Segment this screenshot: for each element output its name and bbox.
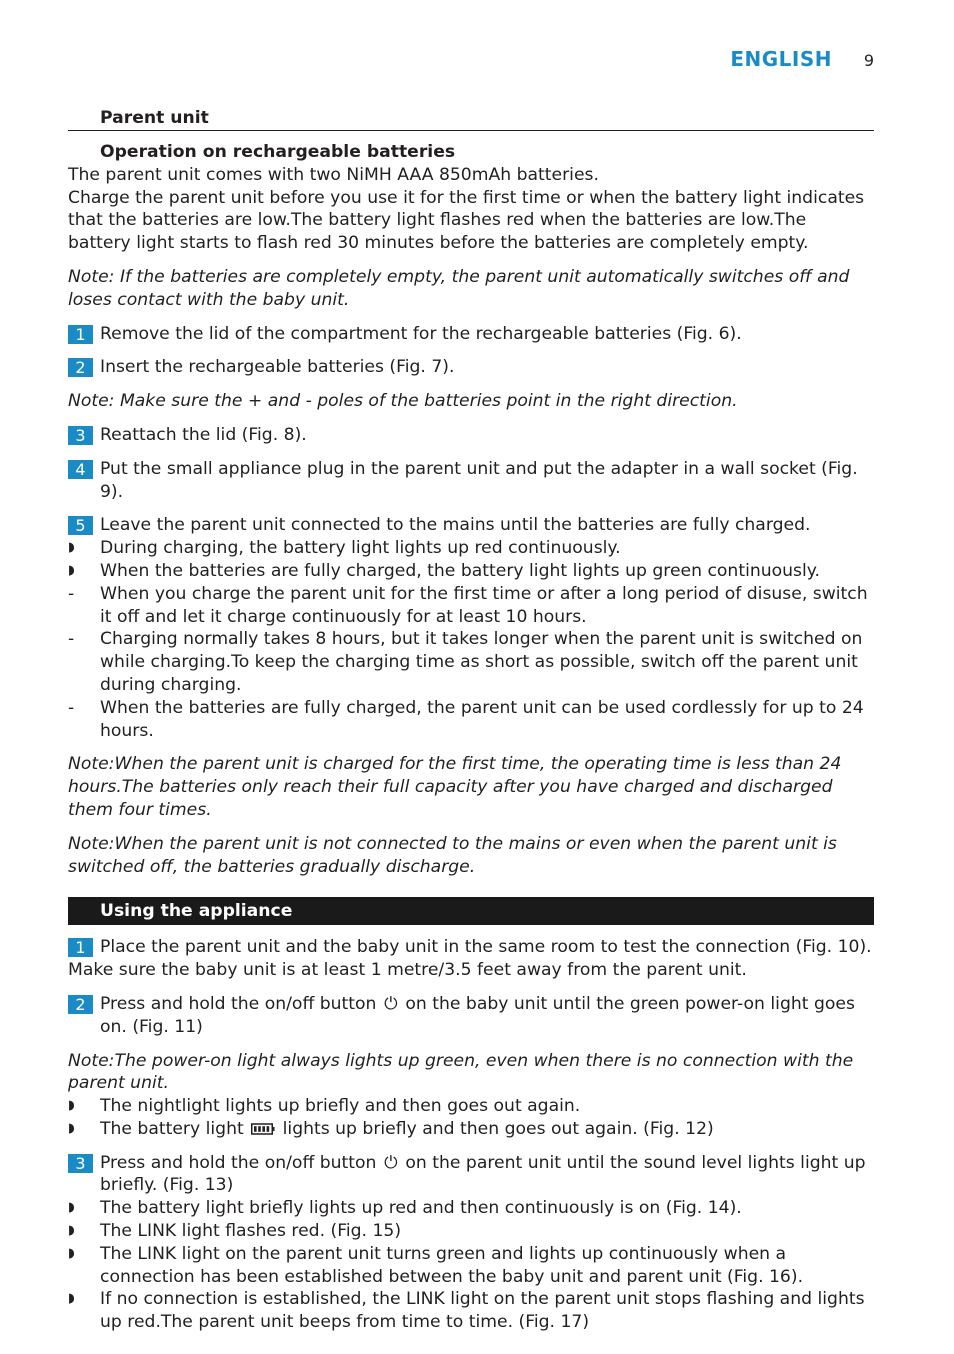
list-item [68, 537, 874, 560]
battery-icon [251, 1123, 275, 1135]
bullet-icon: ◗ [68, 1245, 75, 1261]
step-text: Remove the lid of the compartment for the rechargeable batteries (Fig. 6). [100, 323, 742, 344]
step-text: Insert the rechargeable batteries (Fig. 7). [100, 357, 455, 378]
list-item-text: During charging, the battery light lights up red continuously. [100, 538, 621, 559]
page-number: 9 [863, 51, 874, 70]
page-content [68, 106, 874, 1334]
heading-parent-unit: Parent unit [100, 108, 209, 128]
list-item [68, 697, 874, 743]
list-item-text: When the batteries are fully charged, the battery light lights up green continuously. [100, 560, 820, 581]
note: Note: If the batteries are completely empty, the parent unit automatically switches off and loses contact with the baby unit. [68, 266, 850, 310]
bullet-icon: ◗ [68, 1098, 75, 1114]
list-item-text: When you charge the parent unit for the first time or after a long period of disuse, switch it off and let it charge continuously for at least 10 hours. [100, 583, 868, 627]
heading-using-appliance: Using the appliance [100, 901, 293, 922]
bullet-icon: ◗ [68, 1200, 75, 1216]
list-item-text: The LINK light flashes red. (Fig. 15) [100, 1221, 402, 1242]
list-item [68, 1243, 874, 1289]
list-item-text: The battery light [100, 1118, 244, 1139]
list-item-text: When the batteries are fully charged, the parent unit can be used cordlessly for up to 24 hours. [100, 697, 864, 741]
step-text: on the parent unit until the sound level lights light up briefly. (Fig. 13) [100, 1152, 866, 1196]
bullet-icon: ◗ [68, 562, 75, 578]
step-number: 3 [68, 426, 93, 445]
list-item-text: The battery light briefly lights up red and then continuously is on (Fig. 14). [100, 1198, 742, 1219]
step-text: Place the parent unit and the baby unit in the same room to test the connection (Fig. 10). [100, 937, 872, 958]
step-number: 2 [68, 995, 93, 1014]
bullet-icon: ◗ [68, 1291, 75, 1307]
step [68, 514, 874, 537]
list-item-text: lights up briefly and then goes out again. (Fig. 12) [282, 1118, 714, 1139]
section-bar-using [68, 897, 874, 925]
step-number: 2 [68, 358, 93, 377]
step [68, 1152, 874, 1198]
step-number: 3 [68, 1154, 93, 1173]
list-item [68, 1288, 874, 1334]
paragraph: Charge the parent unit before you use it for the first time or when the battery light indicates that the batteries are low.The battery light flashes red when the batteries are low.The battery light starts to flash red 30 minutes before the batteries are completely empty. [68, 187, 865, 254]
dash-marker: - [68, 583, 75, 604]
list-item-text: If no connection is established, the LINK light on the parent unit stops flashing and lights up red.The parent unit beeps from time to time. (Fig. 17) [100, 1289, 865, 1333]
page-header [0, 48, 954, 74]
step [68, 424, 874, 447]
list-item [68, 1220, 874, 1243]
section-heading-parent-unit [68, 106, 874, 131]
step-number: 5 [68, 516, 93, 535]
step [68, 458, 874, 504]
step [68, 323, 874, 346]
note: Note:When the parent unit is charged for the first time, the operating time is less than 24 hours.The batteries only reach their full capacity after you have charged and discharged them four times. [68, 754, 842, 820]
step-text: Press and hold the on/off button [100, 993, 377, 1014]
list-item-text: The LINK light on the parent unit turns green and lights up continuously when a connection has been established between the baby unit and parent unit (Fig. 16). [100, 1243, 804, 1287]
power-icon: ⏻ [384, 993, 398, 1014]
step-text: Put the small appliance plug in the parent unit and put the adapter in a wall socket (Fig. 9). [100, 458, 858, 502]
list-item [68, 628, 874, 696]
paragraph: The parent unit comes with two NiMH AAA 850mAh batteries. [68, 164, 599, 185]
list-item [68, 583, 874, 629]
list-item [68, 560, 874, 583]
note: Note: Make sure the + and - poles of the batteries point in the right direction. [68, 391, 738, 412]
step-text: Leave the parent unit connected to the mains until the batteries are fully charged. [100, 515, 811, 536]
step [68, 936, 874, 959]
step [68, 993, 874, 1039]
list-item [68, 1197, 874, 1220]
step [68, 356, 874, 379]
paragraph: Make sure the baby unit is at least 1 metre/3.5 feet away from the parent unit. [68, 960, 747, 981]
step-text: on the baby unit until the green power-on light goes on. (Fig. 11) [100, 993, 855, 1037]
step-number: 4 [68, 460, 93, 479]
note: Note:When the parent unit is not connected to the mains or even when the parent unit is switched off, the batteries gradually discharge. [68, 833, 837, 877]
bullet-icon: ◗ [68, 1223, 75, 1239]
dash-marker: - [68, 697, 75, 718]
language-label: ENGLISH [730, 47, 832, 71]
step-number: 1 [68, 938, 93, 957]
bullet-icon: ◗ [68, 1120, 75, 1136]
list-item-text: Charging normally takes 8 hours, but it takes longer when the parent unit is switched on while charging.To keep the charging time as short as possible, switch off the parent unit during charging. [100, 629, 863, 695]
subheading-rechargeable: Operation on rechargeable batteries [100, 142, 456, 162]
power-icon: ⏻ [384, 1152, 398, 1173]
step-text: Press and hold the on/off button [100, 1152, 377, 1173]
list-item-text: The nightlight lights up briefly and then goes out again. [100, 1096, 581, 1117]
step-text: Reattach the lid (Fig. 8). [100, 424, 307, 445]
list-item [68, 1118, 874, 1141]
note: Note:The power-on light always lights up green, even when there is no connection with the parent unit. [68, 1050, 854, 1094]
dash-marker: - [68, 629, 75, 650]
list-item [68, 1095, 874, 1118]
bullet-icon: ◗ [68, 540, 75, 556]
step-number: 1 [68, 325, 93, 344]
